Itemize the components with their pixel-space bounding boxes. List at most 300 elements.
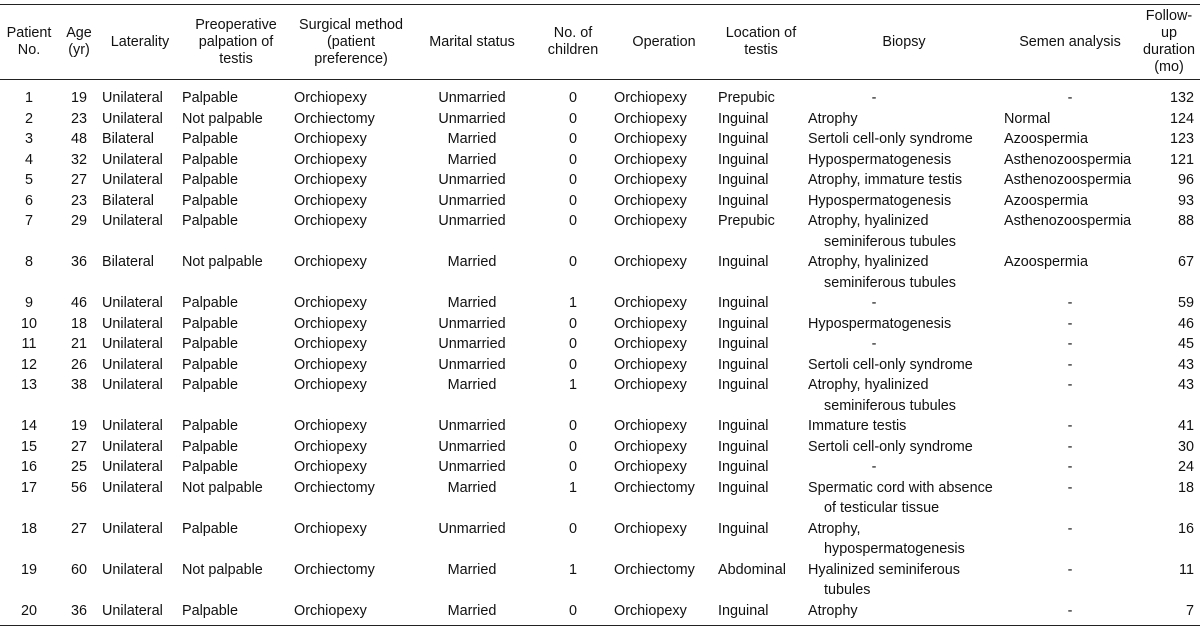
cell-laterality: Bilateral — [102, 254, 154, 270]
cell-age: 23 — [70, 110, 87, 127]
header-location: Location of testis — [725, 25, 797, 58]
cell-location: Prepubic — [718, 213, 775, 229]
cell-palpation: Palpable — [182, 438, 239, 455]
biopsy-line: Immature testis — [808, 418, 907, 434]
cell-surgical-method: Orchiectomy — [294, 479, 375, 496]
cell-biopsy — [806, 150, 1002, 171]
cell-operation: Orchiopexy — [614, 213, 687, 229]
cell-biopsy — [806, 519, 1002, 560]
cell-followup: 59 — [1177, 295, 1194, 311]
cell-marital-status: Married — [447, 151, 497, 168]
cell-surgical-method: Orchiopexy — [294, 418, 367, 434]
cell-location: Inguinal — [718, 295, 769, 311]
cell-age: 48 — [70, 131, 87, 147]
cell-followup: 43 — [1177, 356, 1194, 373]
cell-operation: Orchiopexy — [614, 356, 687, 373]
patient-table — [0, 4, 1200, 626]
cell-patient-no: 7 — [24, 213, 33, 229]
cell-patient-no: 3 — [24, 131, 33, 147]
biopsy-line: seminiferous tubules — [824, 233, 956, 250]
cell-marital-status: Unmarried — [438, 172, 506, 188]
cell-surgical-method: Orchiopexy — [294, 295, 367, 311]
cell-surgical-method: Orchiopexy — [294, 377, 367, 393]
cell-surgical-method: Orchiopexy — [294, 151, 367, 168]
cell-laterality: Unilateral — [102, 520, 163, 537]
cell-age: 23 — [70, 192, 87, 209]
cell-biopsy — [806, 437, 1002, 458]
biopsy-line: Sertoli cell-only syndrome — [808, 356, 973, 373]
biopsy-line: Atrophy, immature testis — [808, 172, 963, 188]
cell-biopsy — [806, 355, 1002, 376]
cell-surgical-method: Orchiopexy — [294, 213, 367, 229]
cell-semen-analysis: - — [1067, 561, 1073, 578]
cell-semen-analysis: Asthenozoospermia — [1004, 172, 1132, 188]
cell-children: 0 — [568, 520, 577, 537]
cell-followup: 41 — [1177, 418, 1194, 434]
cell-palpation: Palpable — [182, 377, 239, 393]
cell-surgical-method: Orchiopexy — [294, 356, 367, 373]
cell-biopsy — [806, 560, 1002, 601]
cell-palpation: Not palpable — [182, 479, 263, 496]
cell-operation: Orchiopexy — [614, 602, 687, 619]
cell-operation: Orchiopexy — [614, 459, 687, 475]
cell-semen-analysis: - — [1067, 418, 1073, 434]
cell-age: 19 — [70, 418, 87, 434]
cell-location: Inguinal — [718, 377, 769, 393]
cell-semen-analysis: - — [1067, 315, 1073, 332]
cell-followup: 121 — [1169, 151, 1194, 168]
cell-patient-no: 2 — [24, 110, 33, 127]
cell-surgical-method: Orchiopexy — [294, 602, 367, 619]
cell-palpation: Palpable — [182, 151, 239, 168]
cell-biopsy — [806, 129, 1002, 150]
cell-semen-analysis: - — [1067, 336, 1073, 352]
cell-patient-no: 4 — [24, 151, 33, 168]
cell-location: Inguinal — [718, 110, 769, 127]
biopsy-line: hypospermatogenesis — [824, 541, 965, 557]
biopsy-line: Atrophy, — [808, 520, 861, 537]
cell-laterality: Unilateral — [102, 90, 163, 106]
cell-operation: Orchiopexy — [614, 336, 687, 352]
cell-marital-status: Married — [447, 377, 497, 393]
biopsy-line: Atrophy, hyalinized — [808, 213, 929, 229]
biopsy-line: seminiferous tubules — [824, 274, 956, 291]
cell-children: 1 — [568, 377, 577, 393]
cell-semen-analysis: - — [1067, 295, 1073, 311]
cell-age: 27 — [70, 438, 87, 455]
cell-patient-no: 18 — [20, 520, 37, 537]
cell-age: 27 — [70, 520, 87, 537]
table-row — [0, 314, 1200, 335]
header-marital-status: Marital status — [429, 33, 515, 50]
cell-marital-status: Unmarried — [438, 459, 506, 475]
cell-palpation: Palpable — [182, 172, 239, 188]
header-surgical-method: Surgical method (patient preference) — [299, 16, 403, 67]
cell-marital-status: Unmarried — [438, 110, 506, 127]
cell-children: 0 — [568, 90, 577, 106]
cell-children: 0 — [568, 172, 577, 188]
table-row — [0, 601, 1200, 626]
cell-palpation: Palpable — [182, 131, 239, 147]
cell-biopsy — [806, 478, 1002, 519]
table-row — [0, 457, 1200, 478]
cell-semen-analysis: - — [1067, 520, 1073, 537]
cell-marital-status: Unmarried — [438, 192, 506, 209]
cell-laterality: Unilateral — [102, 418, 163, 434]
biopsy-line: Hyalinized seminiferous — [808, 561, 960, 578]
cell-operation: Orchiopexy — [614, 110, 687, 127]
biopsy-line: Spermatic cord with absence — [808, 479, 993, 496]
cell-marital-status: Unmarried — [438, 418, 506, 434]
cell-biopsy — [806, 601, 1002, 626]
cell-patient-no: 11 — [21, 336, 37, 352]
cell-age: 18 — [70, 315, 87, 332]
table-row — [0, 437, 1200, 458]
cell-location: Inguinal — [718, 479, 769, 496]
cell-location: Prepubic — [718, 90, 775, 106]
cell-age: 26 — [70, 356, 87, 373]
cell-surgical-method: Orchiopexy — [294, 192, 367, 209]
cell-semen-analysis: Asthenozoospermia — [1004, 213, 1132, 229]
header-age: Age (yr) — [66, 25, 92, 58]
cell-palpation: Palpable — [182, 602, 239, 619]
cell-semen-analysis: Azoospermia — [1004, 192, 1088, 209]
cell-palpation: Palpable — [182, 213, 239, 229]
cell-location: Inguinal — [718, 172, 769, 188]
header-followup: Follow-up duration (mo) — [1142, 8, 1195, 75]
cell-laterality: Unilateral — [102, 315, 163, 332]
biopsy-line: Atrophy, hyalinized — [808, 377, 929, 393]
biopsy-line: Hypospermatogenesis — [808, 192, 952, 209]
cell-age: 29 — [70, 213, 87, 229]
cell-operation: Orchiopexy — [614, 295, 687, 311]
table-row — [0, 252, 1200, 293]
cell-palpation: Palpable — [182, 90, 239, 106]
cell-children: 0 — [568, 356, 577, 373]
table-row — [0, 560, 1200, 601]
header-palpation: Preoperative palpation of testis — [195, 16, 277, 67]
table-row — [0, 416, 1200, 437]
cell-children: 0 — [568, 192, 577, 209]
cell-operation: Orchiopexy — [614, 172, 687, 188]
cell-followup: 96 — [1177, 172, 1194, 188]
cell-semen-analysis: Azoospermia — [1004, 254, 1088, 270]
cell-children: 1 — [568, 479, 577, 496]
cell-followup: 16 — [1177, 520, 1194, 537]
cell-laterality: Bilateral — [102, 192, 154, 209]
cell-children: 0 — [568, 110, 577, 127]
table-row — [0, 334, 1200, 355]
table-row — [0, 150, 1200, 171]
cell-marital-status: Married — [447, 131, 497, 147]
cell-laterality: Bilateral — [102, 131, 154, 147]
cell-age: 32 — [70, 151, 87, 168]
cell-biopsy — [806, 375, 1002, 416]
cell-marital-status: Unmarried — [438, 336, 506, 352]
table-row — [0, 129, 1200, 150]
cell-semen-analysis: Azoospermia — [1004, 131, 1088, 147]
cell-children: 0 — [568, 315, 577, 332]
cell-semen-analysis: - — [1067, 377, 1073, 393]
cell-age: 27 — [70, 172, 87, 188]
cell-location: Inguinal — [718, 151, 769, 168]
cell-marital-status: Unmarried — [438, 520, 506, 537]
cell-semen-analysis: - — [1067, 459, 1073, 475]
cell-operation: Orchiopexy — [614, 520, 687, 537]
cell-patient-no: 6 — [24, 192, 33, 209]
table-row — [0, 293, 1200, 314]
cell-marital-status: Unmarried — [438, 438, 506, 455]
cell-laterality: Unilateral — [102, 356, 163, 373]
cell-operation: Orchiopexy — [614, 254, 687, 270]
cell-biopsy — [806, 293, 1002, 314]
cell-children: 0 — [568, 459, 577, 475]
cell-laterality: Unilateral — [102, 377, 163, 393]
cell-children: 0 — [568, 131, 577, 147]
cell-operation: Orchiopexy — [614, 192, 687, 209]
cell-palpation: Not palpable — [182, 110, 263, 127]
cell-biopsy — [806, 109, 1002, 130]
biopsy-line: - — [871, 459, 877, 475]
cell-followup: 67 — [1177, 254, 1194, 270]
cell-location: Inguinal — [718, 254, 769, 270]
cell-followup: 7 — [1185, 602, 1194, 619]
cell-semen-analysis: - — [1067, 438, 1073, 455]
table-row — [0, 478, 1200, 519]
cell-patient-no: 16 — [20, 459, 37, 475]
table-body — [0, 80, 1200, 626]
cell-marital-status: Married — [447, 602, 497, 619]
cell-surgical-method: Orchiectomy — [294, 561, 375, 578]
cell-laterality: Unilateral — [102, 336, 163, 352]
cell-age: 56 — [70, 479, 87, 496]
table-row — [0, 519, 1200, 560]
cell-palpation: Palpable — [182, 295, 239, 311]
cell-surgical-method: Orchiectomy — [294, 110, 375, 127]
cell-followup: 124 — [1169, 110, 1194, 127]
cell-semen-analysis: - — [1067, 356, 1073, 373]
biopsy-line: seminiferous tubules — [824, 397, 956, 414]
cell-surgical-method: Orchiopexy — [294, 90, 367, 106]
cell-laterality: Unilateral — [102, 438, 163, 455]
cell-operation: Orchiopexy — [614, 377, 687, 393]
cell-followup: 43 — [1177, 377, 1194, 393]
table-row — [0, 355, 1200, 376]
cell-age: 60 — [70, 561, 87, 578]
cell-palpation: Palpable — [182, 418, 239, 434]
header-patient-no: Patient No. — [6, 25, 52, 58]
biopsy-line: Atrophy — [808, 110, 858, 127]
cell-palpation: Palpable — [182, 336, 239, 352]
cell-patient-no: 1 — [24, 90, 33, 106]
cell-biopsy — [806, 457, 1002, 478]
biopsy-line: Sertoli cell-only syndrome — [808, 131, 973, 147]
cell-followup: 11 — [1179, 561, 1194, 578]
cell-biopsy — [806, 334, 1002, 355]
cell-surgical-method: Orchiopexy — [294, 438, 367, 455]
cell-marital-status: Married — [447, 254, 497, 270]
cell-laterality: Unilateral — [102, 459, 163, 475]
cell-patient-no: 15 — [20, 438, 37, 455]
cell-age: 46 — [70, 295, 87, 311]
cell-biopsy — [806, 80, 1002, 109]
biopsy-line: Atrophy — [808, 602, 858, 619]
cell-age: 25 — [70, 459, 87, 475]
biopsy-line: of testicular tissue — [824, 500, 940, 516]
cell-palpation: Palpable — [182, 356, 239, 373]
cell-surgical-method: Orchiopexy — [294, 254, 367, 270]
cell-laterality: Unilateral — [102, 213, 163, 229]
cell-palpation: Not palpable — [182, 561, 263, 578]
cell-operation: Orchiopexy — [614, 131, 687, 147]
cell-laterality: Unilateral — [102, 295, 163, 311]
cell-surgical-method: Orchiopexy — [294, 172, 367, 188]
cell-children: 0 — [568, 254, 577, 270]
cell-palpation: Not palpable — [182, 254, 263, 270]
cell-patient-no: 9 — [24, 295, 33, 311]
header-operation: Operation — [632, 33, 696, 50]
cell-marital-status: Unmarried — [438, 315, 506, 332]
cell-age: 36 — [70, 602, 87, 619]
cell-age: 38 — [70, 377, 87, 393]
cell-biopsy — [806, 170, 1002, 191]
cell-operation: Orchiopexy — [614, 90, 687, 106]
cell-operation: Orchiopexy — [614, 438, 687, 455]
cell-children: 0 — [568, 213, 577, 229]
cell-palpation: Palpable — [182, 459, 239, 475]
cell-surgical-method: Orchiopexy — [294, 336, 367, 352]
cell-marital-status: Unmarried — [438, 90, 506, 106]
cell-children: 1 — [568, 561, 577, 578]
header-semen-analysis: Semen analysis — [1019, 33, 1121, 50]
cell-semen-analysis: Asthenozoospermia — [1004, 151, 1132, 168]
cell-laterality: Unilateral — [102, 151, 163, 168]
cell-followup: 18 — [1177, 479, 1194, 496]
cell-followup: 45 — [1177, 336, 1194, 352]
cell-followup: 123 — [1169, 131, 1194, 147]
cell-location: Inguinal — [718, 315, 769, 332]
cell-laterality: Unilateral — [102, 561, 163, 578]
cell-operation: Orchiectomy — [614, 479, 695, 496]
cell-marital-status: Married — [447, 479, 497, 496]
cell-children: 0 — [568, 418, 577, 434]
cell-operation: Orchiopexy — [614, 151, 687, 168]
cell-children: 0 — [568, 602, 577, 619]
cell-location: Inguinal — [718, 131, 769, 147]
biopsy-line: - — [871, 336, 877, 352]
cell-operation: Orchiectomy — [614, 561, 695, 578]
table-row — [0, 191, 1200, 212]
cell-patient-no: 20 — [20, 602, 37, 619]
cell-semen-analysis: - — [1067, 479, 1073, 496]
cell-patient-no: 8 — [24, 254, 33, 270]
cell-surgical-method: Orchiopexy — [294, 459, 367, 475]
cell-followup: 132 — [1169, 90, 1194, 106]
cell-biopsy — [806, 314, 1002, 335]
table-row — [0, 109, 1200, 130]
biopsy-line: Atrophy, hyalinized — [808, 254, 929, 270]
cell-patient-no: 14 — [20, 418, 37, 434]
cell-followup: 30 — [1177, 438, 1194, 455]
header-biopsy: Biopsy — [882, 33, 926, 50]
table-row — [0, 170, 1200, 191]
cell-location: Inguinal — [718, 520, 769, 537]
cell-children: 0 — [568, 336, 577, 352]
cell-palpation: Palpable — [182, 192, 239, 209]
cell-children: 1 — [568, 295, 577, 311]
biopsy-line: Hypospermatogenesis — [808, 315, 952, 332]
cell-location: Inguinal — [718, 356, 769, 373]
cell-location: Abdominal — [718, 561, 786, 578]
cell-location: Inguinal — [718, 438, 769, 455]
cell-laterality: Unilateral — [102, 172, 163, 188]
cell-biopsy — [806, 416, 1002, 437]
table-row — [0, 80, 1200, 109]
cell-location: Inguinal — [718, 192, 769, 209]
cell-surgical-method: Orchiopexy — [294, 520, 367, 537]
cell-operation: Orchiopexy — [614, 315, 687, 332]
cell-semen-analysis: Normal — [1004, 110, 1051, 127]
cell-patient-no: 5 — [24, 172, 33, 188]
cell-palpation: Palpable — [182, 315, 239, 332]
biopsy-line: - — [871, 90, 877, 106]
biopsy-line: Hypospermatogenesis — [808, 151, 952, 168]
cell-children: 0 — [568, 438, 577, 455]
cell-location: Inguinal — [718, 602, 769, 619]
cell-children: 0 — [568, 151, 577, 168]
cell-operation: Orchiopexy — [614, 418, 687, 434]
header-row — [0, 5, 1200, 80]
cell-laterality: Unilateral — [102, 602, 163, 619]
cell-followup: 93 — [1177, 192, 1194, 209]
cell-followup: 24 — [1177, 459, 1194, 475]
cell-location: Inguinal — [718, 418, 769, 434]
table-row — [0, 375, 1200, 416]
cell-marital-status: Married — [447, 561, 497, 578]
cell-age: 21 — [70, 336, 87, 352]
cell-marital-status: Unmarried — [438, 356, 506, 373]
table-row — [0, 211, 1200, 252]
cell-biopsy — [806, 252, 1002, 293]
cell-palpation: Palpable — [182, 520, 239, 537]
cell-semen-analysis: - — [1067, 602, 1073, 619]
cell-marital-status: Married — [447, 295, 497, 311]
cell-patient-no: 10 — [20, 315, 37, 332]
cell-laterality: Unilateral — [102, 479, 163, 496]
cell-patient-no: 17 — [20, 479, 37, 496]
cell-location: Inguinal — [718, 459, 769, 475]
cell-surgical-method: Orchiopexy — [294, 315, 367, 332]
cell-laterality: Unilateral — [102, 110, 163, 127]
cell-biopsy — [806, 191, 1002, 212]
cell-patient-no: 13 — [20, 377, 37, 393]
cell-patient-no: 19 — [20, 561, 37, 578]
cell-biopsy — [806, 211, 1002, 252]
biopsy-line: - — [871, 295, 877, 311]
biopsy-line: Sertoli cell-only syndrome — [808, 438, 973, 455]
cell-patient-no: 12 — [20, 356, 37, 373]
cell-age: 36 — [70, 254, 87, 270]
cell-semen-analysis: - — [1067, 90, 1073, 106]
biopsy-line: tubules — [824, 582, 871, 598]
header-children: No. of children — [547, 25, 599, 58]
header-laterality: Laterality — [110, 33, 170, 50]
cell-location: Inguinal — [718, 336, 769, 352]
cell-followup: 46 — [1177, 315, 1194, 332]
cell-marital-status: Unmarried — [438, 213, 506, 229]
cell-age: 19 — [70, 90, 87, 106]
cell-surgical-method: Orchiopexy — [294, 131, 367, 147]
